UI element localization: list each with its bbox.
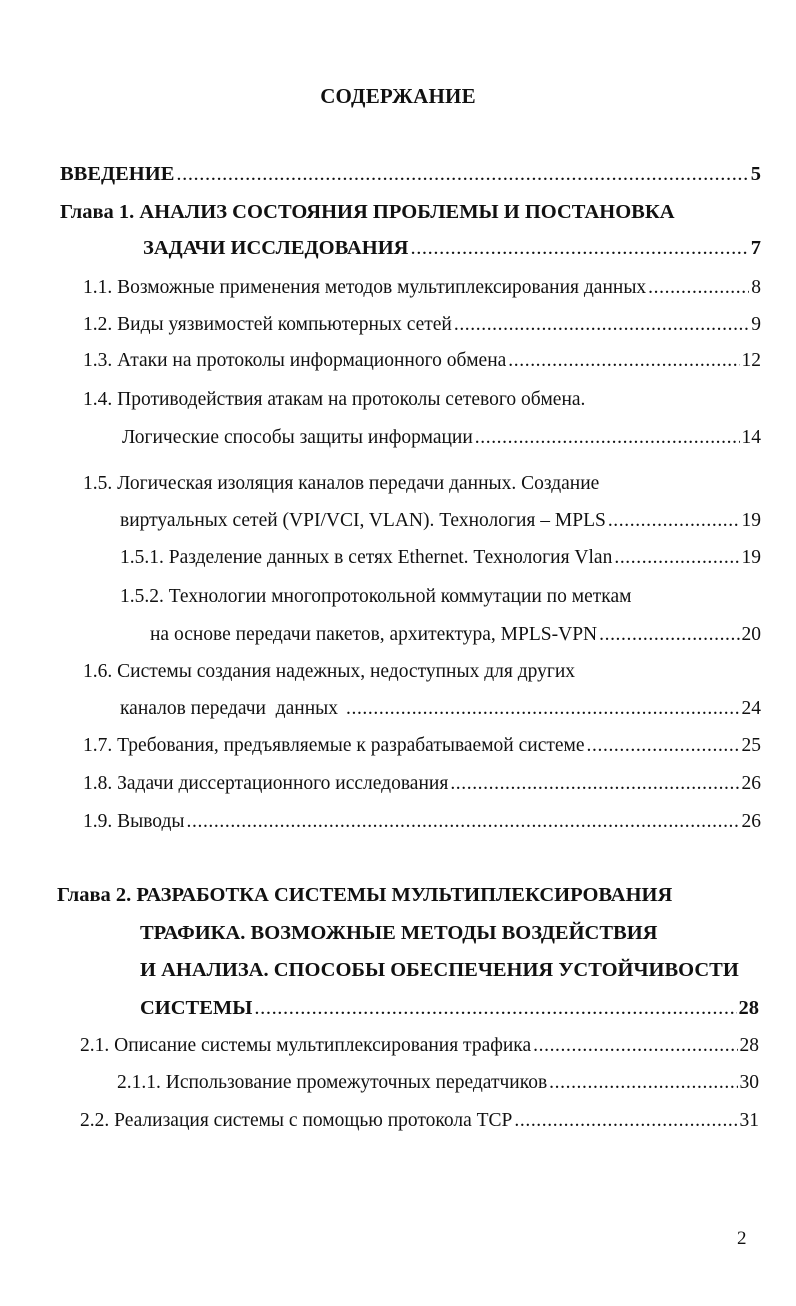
page-title: СОДЕРЖАНИЕ	[320, 84, 476, 108]
toc-entry-title: 1.9. Выводы	[83, 811, 185, 832]
dot-leader	[410, 234, 748, 262]
toc-entry-title: 1.4. Противодействия атакам на протоколы сетевого обмена.	[83, 389, 586, 410]
toc-entry-introduction	[60, 160, 761, 188]
toc-page-number: 19	[741, 547, 761, 568]
toc-page-number: 8	[751, 277, 761, 298]
toc-entry-title: 1.8. Задачи диссертационного исследования	[83, 773, 449, 794]
dot-leader	[549, 1069, 737, 1097]
toc-entry-title: Логические способы защиты информации	[122, 427, 473, 448]
toc-entry-2-1	[80, 1032, 759, 1060]
toc-entry-1-5-cont	[120, 507, 761, 535]
toc-entry-2-2	[80, 1107, 759, 1135]
toc-entry-title: ВВЕДЕНИЕ	[60, 163, 175, 185]
dot-leader	[514, 1107, 737, 1135]
toc-entry-title: 1.5.1. Разделение данных в сетях Ethernet. Технология Vlan	[120, 547, 613, 568]
dot-leader	[533, 1032, 737, 1060]
dot-leader	[599, 621, 739, 649]
toc-page-number: 25	[741, 735, 761, 756]
toc-entry-1-5-2	[120, 583, 631, 611]
toc-entry-1-6	[83, 658, 575, 686]
toc-page-number: 5	[750, 163, 761, 185]
toc-entry-1-4-cont	[122, 424, 761, 452]
toc-entry-1-7	[83, 732, 761, 760]
toc-entry-title: ЗАДАЧИ ИССЛЕДОВАНИЯ	[143, 237, 409, 259]
footer-page-number: 2	[737, 1228, 747, 1249]
toc-entry-chapter-1-cont	[143, 234, 761, 262]
toc-entry-1-6-cont	[120, 695, 761, 723]
toc-page-number: 30	[739, 1072, 759, 1093]
toc-page-number: 9	[751, 314, 761, 335]
toc-page-number: 14	[741, 427, 761, 448]
dot-leader	[454, 311, 749, 339]
toc-page-number: 20	[741, 624, 761, 645]
toc-entry-title: 2.2. Реализация системы с помощью протокола TCP	[80, 1110, 513, 1131]
toc-entry-chapter-2-cont-3	[140, 994, 759, 1022]
toc-entry-title: ТРАФИКА. ВОЗМОЖНЫЕ МЕТОДЫ ВОЗДЕЙСТВИЯ	[140, 922, 658, 944]
toc-entry-title: 1.2. Виды уязвимостей компьютерных сетей	[83, 314, 452, 335]
toc-page-number: 28	[738, 997, 759, 1019]
toc-entry-1-4	[83, 386, 585, 414]
toc-entry-title: 2.1.1. Использование промежуточных передатчиков	[117, 1072, 548, 1093]
toc-entry-title: 1.3. Атаки на протоколы информационного обмена	[83, 350, 507, 371]
dot-leader	[587, 732, 740, 760]
dot-leader	[508, 347, 739, 375]
toc-entry-1-5-2-cont	[150, 621, 761, 649]
toc-entry-title: 1.7. Требования, предъявляемые к разрабатываемой системе	[83, 735, 585, 756]
toc-entry-title: каналов передачи данных	[120, 698, 338, 719]
dot-leader	[475, 424, 740, 452]
toc-page-number: 28	[739, 1035, 759, 1056]
toc-entry-1-1	[83, 274, 761, 302]
toc-entry-title: 1.5. Логическая изоляция каналов передачи данных. Создание	[83, 473, 600, 494]
toc-page-number: 31	[739, 1110, 759, 1131]
dot-leader	[254, 994, 736, 1022]
toc-entry-title: И АНАЛИЗА. СПОСОБЫ ОБЕСПЕЧЕНИЯ УСТОЙЧИВОСТИ	[140, 959, 739, 981]
dot-leader	[648, 274, 749, 302]
toc-entry-2-1-1	[117, 1069, 759, 1097]
toc-entry-1-8	[83, 770, 761, 798]
toc-page-number: 24	[741, 698, 761, 719]
dot-leader	[614, 544, 739, 572]
toc-page-number: 12	[741, 350, 761, 371]
dot-leader	[176, 160, 748, 188]
toc-page-number: 19	[741, 510, 761, 531]
toc-entry-title: 2.1. Описание системы мультиплексирования трафика	[80, 1035, 532, 1056]
dot-leader	[187, 808, 740, 836]
toc-entry-chapter-2-cont-2	[140, 956, 739, 984]
toc-entry-title: Глава 1. АНАЛИЗ СОСТОЯНИЯ ПРОБЛЕМЫ И ПОСТАНОВКА	[60, 201, 675, 223]
toc-entry-chapter-2-cont-1	[140, 919, 657, 947]
toc-entry-title: Глава 2. РАЗРАБОТКА СИСТЕМЫ МУЛЬТИПЛЕКСИРОВАНИЯ	[57, 884, 673, 906]
toc-entry-title: СИСТЕМЫ	[140, 997, 253, 1019]
dot-leader	[450, 770, 739, 798]
dot-leader	[608, 507, 740, 535]
dot-leader	[346, 695, 740, 723]
toc-entry-chapter-1	[60, 198, 675, 226]
toc-entry-1-5-1	[120, 544, 761, 572]
toc-entry-title: 1.5.2. Технологии многопротокольной коммутации по меткам	[120, 586, 632, 607]
toc-entry-title: на основе передачи пакетов, архитектура, MPLS-VPN	[150, 624, 598, 645]
toc-page-number: 26	[741, 773, 761, 794]
toc-entry-1-3	[83, 347, 761, 375]
toc-entry-title: 1.1. Возможные применения методов мультиплексирования данных	[83, 277, 647, 298]
toc-entry-1-2	[83, 311, 761, 339]
toc-entry-1-5	[83, 470, 599, 498]
toc-page-number: 7	[750, 237, 761, 259]
toc-entry-chapter-2	[57, 881, 672, 909]
toc-entry-1-9	[83, 808, 761, 836]
toc-entry-title: 1.6. Системы создания надежных, недоступных для других	[83, 661, 576, 682]
toc-page-number: 26	[741, 811, 761, 832]
toc-entry-title: виртуальных сетей (VPI/VCI, VLAN). Технология – MPLS	[120, 510, 606, 531]
